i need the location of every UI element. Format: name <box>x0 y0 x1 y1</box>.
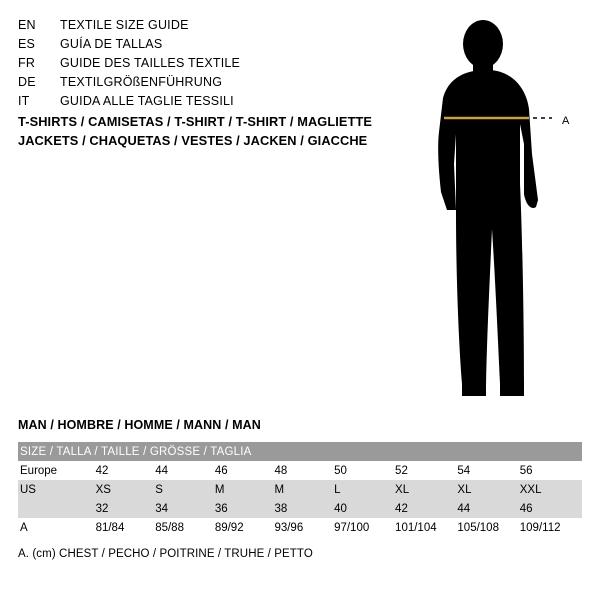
cell: XL <box>457 480 519 499</box>
cell: 42 <box>395 499 457 518</box>
language-row <box>18 73 378 92</box>
cell: XL <box>395 480 457 499</box>
language-row <box>18 16 378 35</box>
table-row <box>18 518 582 537</box>
cell: 38 <box>274 499 334 518</box>
cell: 42 <box>96 461 156 480</box>
language-text: GUÍA DE TALLAS <box>60 37 163 51</box>
garment-line-tshirts: T-SHIRTS / CAMISETAS / T-SHIRT / T-SHIRT / MAGLIETTE <box>18 114 373 129</box>
cell: 101/104 <box>395 518 457 537</box>
cell: 109/112 <box>520 518 582 537</box>
cell: M <box>215 480 275 499</box>
language-guide-block <box>18 16 378 111</box>
cell: 32 <box>96 499 156 518</box>
row-label: Europe <box>18 461 96 480</box>
cell: 48 <box>274 461 334 480</box>
language-row <box>18 35 378 54</box>
cell: 34 <box>155 499 215 518</box>
cell: 40 <box>334 499 395 518</box>
language-row <box>18 92 378 111</box>
cell: S <box>155 480 215 499</box>
cell: 54 <box>457 461 519 480</box>
table-row <box>18 480 582 499</box>
language-text: GUIDA ALLE TAGLIE TESSILI <box>60 94 234 108</box>
language-row <box>18 54 378 73</box>
cell: 52 <box>395 461 457 480</box>
cell: L <box>334 480 395 499</box>
table-row <box>18 461 582 480</box>
cell: XS <box>96 480 156 499</box>
garment-line-jackets: JACKETS / CHAQUETAS / VESTES / JACKEN / GIACCHE <box>18 133 368 148</box>
row-label: A <box>18 518 96 537</box>
male-figure-illustration <box>412 14 592 404</box>
cell: 85/88 <box>155 518 215 537</box>
row-label <box>18 499 96 518</box>
row-label: US <box>18 480 96 499</box>
cell: 97/100 <box>334 518 395 537</box>
language-code: DE <box>18 75 36 89</box>
footnote-chest-measure: A. (cm) CHEST / PECHO / POITRINE / TRUHE / PETTO <box>18 548 313 560</box>
table-title-man: MAN / HOMBRE / HOMME / MANN / MAN <box>18 418 261 432</box>
language-code: ES <box>18 37 36 51</box>
cell: 105/108 <box>457 518 519 537</box>
language-text: TEXTILGRÖßENFÜHRUNG <box>60 75 223 89</box>
table-row <box>18 499 582 518</box>
size-table <box>18 442 582 537</box>
cell: 93/96 <box>274 518 334 537</box>
language-text: GUIDE DES TAILLES TEXTILE <box>60 56 241 70</box>
table-header-label: SIZE / TALLA / TAILLE / GRÖSSE / TAGLIA <box>18 442 582 461</box>
table-header-row <box>18 442 582 461</box>
language-code: IT <box>18 94 30 108</box>
language-code: EN <box>18 18 36 32</box>
language-code: FR <box>18 56 36 70</box>
measure-label-a: A <box>562 115 570 127</box>
cell: 56 <box>520 461 582 480</box>
cell: 50 <box>334 461 395 480</box>
cell: 36 <box>215 499 275 518</box>
cell: 44 <box>155 461 215 480</box>
cell: 81/84 <box>96 518 156 537</box>
cell: 89/92 <box>215 518 275 537</box>
cell: 46 <box>215 461 275 480</box>
cell: M <box>274 480 334 499</box>
garment-categories <box>18 112 418 150</box>
language-text: TEXTILE SIZE GUIDE <box>60 18 189 32</box>
male-silhouette-icon <box>412 14 592 404</box>
cell: 46 <box>520 499 582 518</box>
cell: 44 <box>457 499 519 518</box>
cell: XXL <box>520 480 582 499</box>
